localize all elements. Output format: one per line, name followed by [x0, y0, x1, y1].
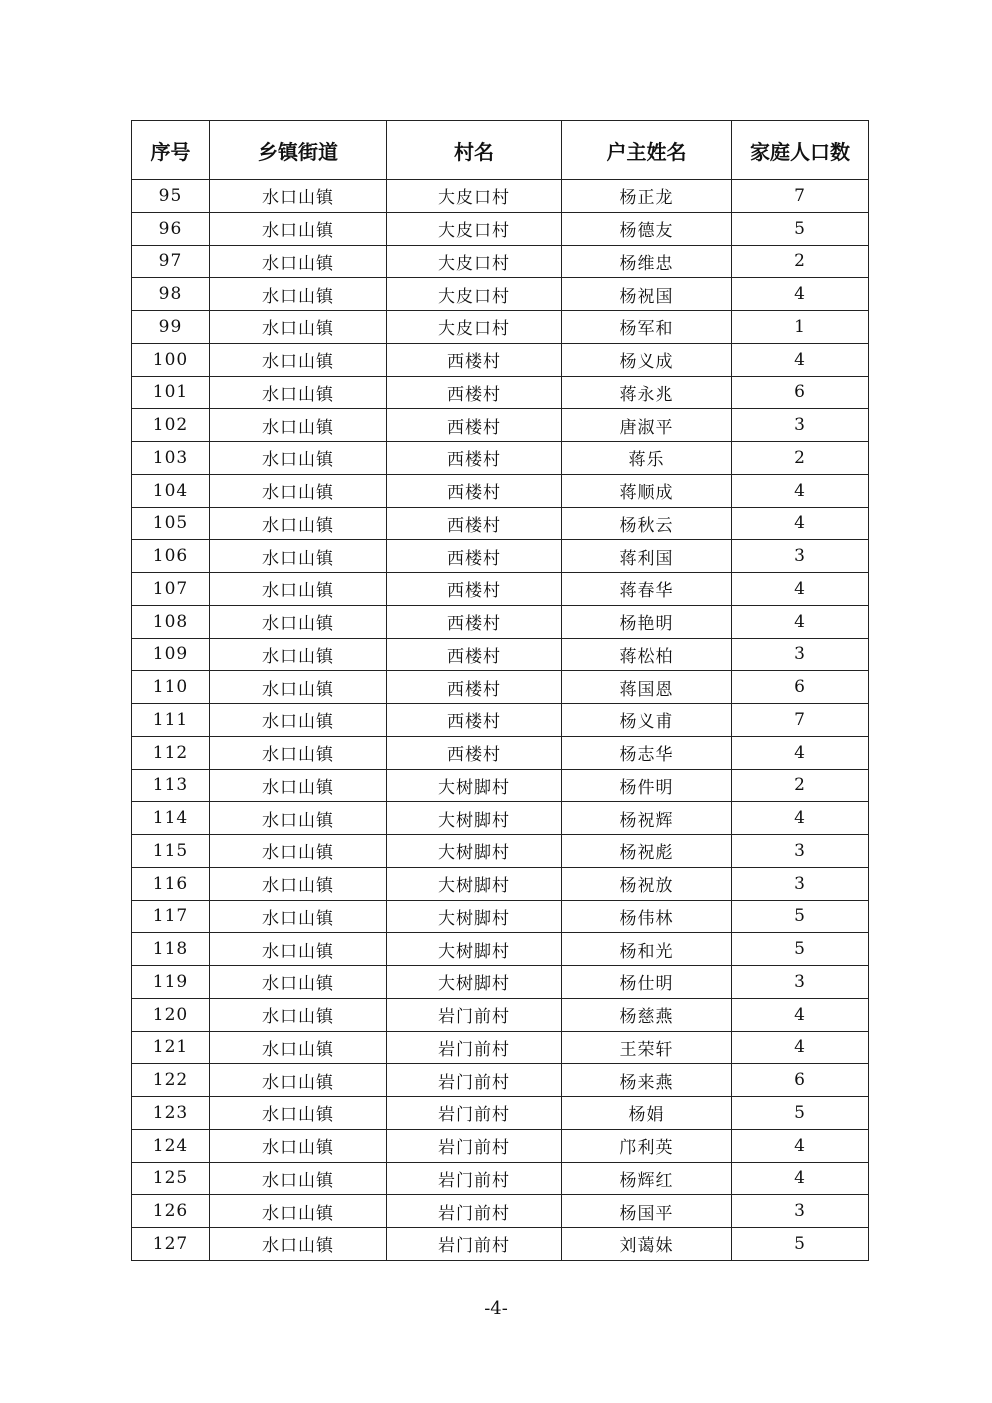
cell-village: 岩门前村	[387, 1162, 562, 1195]
cell-householder-name: 杨娟	[562, 1097, 732, 1130]
cell-family-size: 4	[732, 998, 869, 1031]
cell-township: 水口山镇	[210, 278, 387, 311]
table-row	[132, 1064, 869, 1097]
cell-householder-name: 杨祝彪	[562, 835, 732, 868]
header-township: 乡镇街道	[210, 121, 387, 180]
table-row	[132, 180, 869, 213]
cell-township: 水口山镇	[210, 474, 387, 507]
cell-family-size: 4	[732, 802, 869, 835]
cell-householder-name: 蒋国恩	[562, 671, 732, 704]
cell-village: 西楼村	[387, 671, 562, 704]
cell-family-size: 5	[732, 1228, 869, 1261]
cell-family-size: 6	[732, 671, 869, 704]
cell-family-size: 3	[732, 638, 869, 671]
cell-householder-name: 杨义甫	[562, 704, 732, 737]
cell-serial-number: 112	[132, 736, 210, 769]
cell-family-size: 4	[732, 278, 869, 311]
cell-householder-name: 蒋利国	[562, 540, 732, 573]
cell-township: 水口山镇	[210, 998, 387, 1031]
cell-township: 水口山镇	[210, 704, 387, 737]
cell-serial-number: 113	[132, 769, 210, 802]
cell-township: 水口山镇	[210, 802, 387, 835]
cell-village: 岩门前村	[387, 1195, 562, 1228]
cell-family-size: 3	[732, 1195, 869, 1228]
table-row	[132, 474, 869, 507]
cell-township: 水口山镇	[210, 212, 387, 245]
cell-family-size: 4	[732, 1031, 869, 1064]
cell-householder-name: 杨仕明	[562, 966, 732, 999]
cell-village: 大皮口村	[387, 278, 562, 311]
cell-family-size: 3	[732, 540, 869, 573]
cell-householder-name: 杨和光	[562, 933, 732, 966]
cell-householder-name: 杨德友	[562, 212, 732, 245]
cell-township: 水口山镇	[210, 933, 387, 966]
cell-village: 西楼村	[387, 704, 562, 737]
cell-serial-number: 95	[132, 180, 210, 213]
table-row	[132, 736, 869, 769]
cell-village: 西楼村	[387, 442, 562, 475]
cell-family-size: 3	[732, 867, 869, 900]
cell-family-size: 5	[732, 212, 869, 245]
cell-family-size: 3	[732, 409, 869, 442]
table-row	[132, 442, 869, 475]
cell-village: 西楼村	[387, 573, 562, 606]
table-row	[132, 245, 869, 278]
cell-householder-name: 杨慈燕	[562, 998, 732, 1031]
cell-householder-name: 杨义成	[562, 343, 732, 376]
cell-township: 水口山镇	[210, 409, 387, 442]
cell-family-size: 4	[732, 573, 869, 606]
cell-township: 水口山镇	[210, 376, 387, 409]
household-table-container	[131, 120, 868, 1261]
cell-serial-number: 109	[132, 638, 210, 671]
cell-serial-number: 125	[132, 1162, 210, 1195]
cell-township: 水口山镇	[210, 966, 387, 999]
cell-family-size: 4	[732, 1162, 869, 1195]
cell-householder-name: 杨军和	[562, 311, 732, 344]
cell-householder-name: 邝利英	[562, 1129, 732, 1162]
cell-serial-number: 99	[132, 311, 210, 344]
cell-serial-number: 126	[132, 1195, 210, 1228]
cell-family-size: 4	[732, 605, 869, 638]
cell-serial-number: 105	[132, 507, 210, 540]
cell-village: 岩门前村	[387, 1129, 562, 1162]
table-row	[132, 769, 869, 802]
cell-serial-number: 100	[132, 343, 210, 376]
table-row	[132, 605, 869, 638]
table-row	[132, 1097, 869, 1130]
cell-householder-name: 蒋顺成	[562, 474, 732, 507]
cell-village: 西楼村	[387, 474, 562, 507]
cell-village: 大树脚村	[387, 933, 562, 966]
cell-township: 水口山镇	[210, 638, 387, 671]
page-number: -4-	[484, 1298, 508, 1319]
cell-family-size: 2	[732, 769, 869, 802]
cell-village: 西楼村	[387, 638, 562, 671]
cell-family-size: 7	[732, 704, 869, 737]
cell-village: 岩门前村	[387, 1031, 562, 1064]
cell-township: 水口山镇	[210, 540, 387, 573]
cell-village: 岩门前村	[387, 1064, 562, 1097]
cell-family-size: 2	[732, 245, 869, 278]
cell-village: 西楼村	[387, 376, 562, 409]
cell-township: 水口山镇	[210, 1031, 387, 1064]
cell-township: 水口山镇	[210, 835, 387, 868]
table-body	[132, 180, 869, 1261]
table-row	[132, 507, 869, 540]
cell-township: 水口山镇	[210, 769, 387, 802]
cell-township: 水口山镇	[210, 245, 387, 278]
table-row	[132, 900, 869, 933]
cell-township: 水口山镇	[210, 1064, 387, 1097]
cell-village: 西楼村	[387, 409, 562, 442]
cell-householder-name: 杨祝放	[562, 867, 732, 900]
cell-village: 大皮口村	[387, 212, 562, 245]
table-row	[132, 376, 869, 409]
cell-householder-name: 杨艳明	[562, 605, 732, 638]
cell-village: 大树脚村	[387, 867, 562, 900]
cell-serial-number: 104	[132, 474, 210, 507]
table-row	[132, 966, 869, 999]
table-row	[132, 867, 869, 900]
cell-householder-name: 杨辉红	[562, 1162, 732, 1195]
cell-householder-name: 杨件明	[562, 769, 732, 802]
cell-serial-number: 116	[132, 867, 210, 900]
cell-village: 大树脚村	[387, 900, 562, 933]
table-row	[132, 409, 869, 442]
cell-family-size: 3	[732, 835, 869, 868]
cell-serial-number: 121	[132, 1031, 210, 1064]
cell-serial-number: 122	[132, 1064, 210, 1097]
table-row	[132, 638, 869, 671]
table-row	[132, 835, 869, 868]
cell-serial-number: 102	[132, 409, 210, 442]
cell-serial-number: 123	[132, 1097, 210, 1130]
cell-householder-name: 杨维忠	[562, 245, 732, 278]
header-family-size: 家庭人口数	[732, 121, 869, 180]
cell-serial-number: 101	[132, 376, 210, 409]
cell-serial-number: 120	[132, 998, 210, 1031]
cell-township: 水口山镇	[210, 507, 387, 540]
cell-township: 水口山镇	[210, 1195, 387, 1228]
cell-family-size: 4	[732, 343, 869, 376]
cell-village: 大树脚村	[387, 835, 562, 868]
cell-serial-number: 111	[132, 704, 210, 737]
cell-householder-name: 刘蔼妹	[562, 1228, 732, 1261]
cell-village: 西楼村	[387, 343, 562, 376]
cell-family-size: 5	[732, 933, 869, 966]
cell-serial-number: 106	[132, 540, 210, 573]
cell-householder-name: 杨来燕	[562, 1064, 732, 1097]
cell-family-size: 6	[732, 376, 869, 409]
cell-family-size: 4	[732, 1129, 869, 1162]
cell-township: 水口山镇	[210, 1097, 387, 1130]
table-row	[132, 704, 869, 737]
cell-village: 西楼村	[387, 605, 562, 638]
table-row	[132, 802, 869, 835]
table-row	[132, 540, 869, 573]
header-householder-name: 户主姓名	[562, 121, 732, 180]
cell-serial-number: 98	[132, 278, 210, 311]
cell-serial-number: 96	[132, 212, 210, 245]
cell-township: 水口山镇	[210, 180, 387, 213]
cell-serial-number: 118	[132, 933, 210, 966]
cell-township: 水口山镇	[210, 736, 387, 769]
table-header-row	[132, 121, 869, 180]
cell-family-size: 1	[732, 311, 869, 344]
cell-township: 水口山镇	[210, 867, 387, 900]
cell-village: 西楼村	[387, 540, 562, 573]
cell-family-size: 7	[732, 180, 869, 213]
cell-family-size: 2	[732, 442, 869, 475]
table-row	[132, 1162, 869, 1195]
table-row	[132, 671, 869, 704]
cell-serial-number: 114	[132, 802, 210, 835]
cell-township: 水口山镇	[210, 1162, 387, 1195]
table-row	[132, 1031, 869, 1064]
header-village: 村名	[387, 121, 562, 180]
cell-householder-name: 王荣轩	[562, 1031, 732, 1064]
cell-householder-name: 杨正龙	[562, 180, 732, 213]
cell-township: 水口山镇	[210, 671, 387, 704]
cell-householder-name: 蒋松柏	[562, 638, 732, 671]
cell-householder-name: 杨秋云	[562, 507, 732, 540]
cell-serial-number: 117	[132, 900, 210, 933]
cell-family-size: 5	[732, 900, 869, 933]
household-table	[131, 120, 869, 1261]
cell-householder-name: 杨祝国	[562, 278, 732, 311]
cell-village: 大皮口村	[387, 180, 562, 213]
table-row	[132, 1228, 869, 1261]
cell-township: 水口山镇	[210, 1228, 387, 1261]
cell-family-size: 5	[732, 1097, 869, 1130]
table-row	[132, 278, 869, 311]
cell-householder-name: 杨伟林	[562, 900, 732, 933]
cell-township: 水口山镇	[210, 311, 387, 344]
cell-householder-name: 蒋乐	[562, 442, 732, 475]
cell-township: 水口山镇	[210, 442, 387, 475]
cell-family-size: 4	[732, 474, 869, 507]
cell-family-size: 4	[732, 507, 869, 540]
cell-householder-name: 杨祝辉	[562, 802, 732, 835]
cell-serial-number: 103	[132, 442, 210, 475]
cell-serial-number: 124	[132, 1129, 210, 1162]
cell-serial-number: 108	[132, 605, 210, 638]
cell-serial-number: 127	[132, 1228, 210, 1261]
cell-householder-name: 杨志华	[562, 736, 732, 769]
cell-family-size: 4	[732, 736, 869, 769]
cell-village: 岩门前村	[387, 998, 562, 1031]
cell-township: 水口山镇	[210, 343, 387, 376]
cell-householder-name: 杨国平	[562, 1195, 732, 1228]
table-row	[132, 212, 869, 245]
cell-village: 大树脚村	[387, 966, 562, 999]
cell-householder-name: 蒋永兆	[562, 376, 732, 409]
table-row	[132, 998, 869, 1031]
cell-township: 水口山镇	[210, 900, 387, 933]
cell-village: 西楼村	[387, 736, 562, 769]
cell-householder-name: 唐淑平	[562, 409, 732, 442]
cell-village: 大皮口村	[387, 311, 562, 344]
cell-village: 大皮口村	[387, 245, 562, 278]
table-row	[132, 1195, 869, 1228]
cell-serial-number: 115	[132, 835, 210, 868]
table-row	[132, 573, 869, 606]
cell-family-size: 6	[732, 1064, 869, 1097]
cell-family-size: 3	[732, 966, 869, 999]
cell-village: 岩门前村	[387, 1097, 562, 1130]
cell-householder-name: 蒋春华	[562, 573, 732, 606]
cell-township: 水口山镇	[210, 573, 387, 606]
table-row	[132, 1129, 869, 1162]
cell-village: 大树脚村	[387, 802, 562, 835]
header-serial-number: 序号	[132, 121, 210, 180]
cell-serial-number: 97	[132, 245, 210, 278]
table-row	[132, 933, 869, 966]
cell-village: 大树脚村	[387, 769, 562, 802]
cell-village: 西楼村	[387, 507, 562, 540]
cell-serial-number: 119	[132, 966, 210, 999]
table-row	[132, 343, 869, 376]
cell-township: 水口山镇	[210, 1129, 387, 1162]
table-row	[132, 311, 869, 344]
cell-serial-number: 107	[132, 573, 210, 606]
cell-serial-number: 110	[132, 671, 210, 704]
cell-township: 水口山镇	[210, 605, 387, 638]
cell-village: 岩门前村	[387, 1228, 562, 1261]
